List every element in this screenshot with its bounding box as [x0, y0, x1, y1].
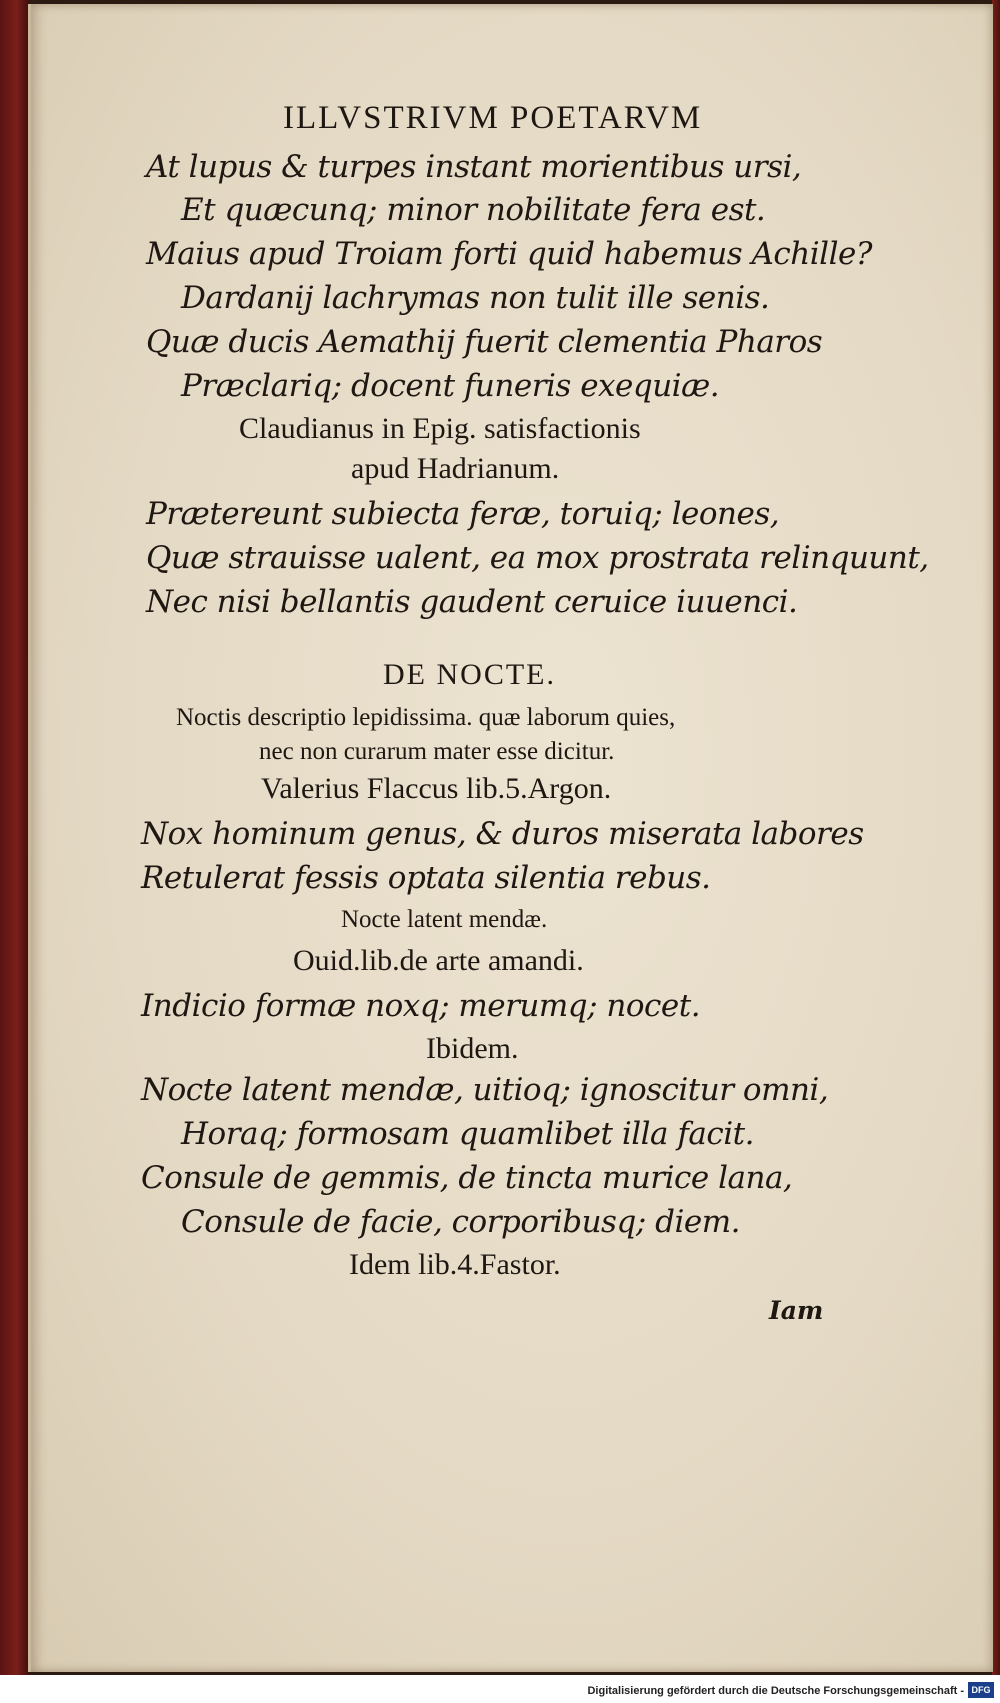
section-description: nec non curarum mater esse dicitur. — [259, 738, 615, 765]
text-line: Nec nisi bellantis gaudent ceruice iuuenci. — [146, 584, 798, 620]
catchword: Iam — [769, 1296, 824, 1325]
book-binding-right — [992, 0, 1000, 1675]
source-citation: Valerius Flaccus lib.5.Argon. — [261, 772, 612, 805]
source-citation: apud Hadrianum. — [351, 452, 560, 485]
footer-bar — [0, 1675, 1000, 1703]
text-line: Horaq; formosam quamlibet illa facit. — [181, 1116, 754, 1152]
subheading: Nocte latent mendæ. — [341, 906, 548, 933]
source-citation: Ibidem. — [426, 1032, 519, 1065]
text-line: Retulerat fessis optata silentia rebus. — [141, 860, 711, 896]
text-line: Quæ ducis Aemathij fuerit clementia Pharos — [146, 324, 823, 360]
text-line: Quæ strauisse ualent, ea mox prostrata relinquunt, — [146, 540, 929, 576]
running-header: ILLVSTRIVM POETARVM — [283, 100, 703, 136]
source-citation: Ouid.lib.de arte amandi. — [293, 944, 584, 977]
text-line: Indicio formæ noxq; merumq; nocet. — [141, 988, 701, 1024]
section-heading: DE NOCTE. — [383, 658, 556, 691]
text-line: Consule de gemmis, de tincta murice lana, — [141, 1160, 793, 1196]
text-line: Nocte latent mendæ, uitioq; ignoscitur omni, — [141, 1072, 829, 1108]
text-line: Maius apud Troiam forti quid habemus Achille? — [146, 236, 872, 272]
dfg-logo: DFG — [968, 1682, 994, 1698]
text-line: Consule de facie, corporibusq; diem. — [181, 1204, 740, 1240]
book-binding-left — [0, 0, 30, 1675]
text-line: Et quæcunq; minor nobilitate fera est. — [181, 192, 766, 228]
text-line: Præclariq; docent funeris exequiæ. — [181, 368, 720, 404]
text-line: Prætereunt subiecta feræ, toruiq; leones, — [146, 496, 780, 532]
section-description: Noctis descriptio lepidissima. quæ laborum quies, — [176, 704, 676, 731]
source-citation: Idem lib.4.Fastor. — [349, 1248, 561, 1281]
text-line: At lupus & turpes instant morientibus ursi, — [146, 149, 802, 185]
source-citation: Claudianus in Epig. satisfactionis — [239, 412, 641, 445]
digitization-credit: Digitalisierung gefördert durch die Deutsche Forschungsgemeinschaft - — [587, 1685, 964, 1697]
text-line: Dardanij lachrymas non tulit ille senis. — [181, 280, 770, 316]
book-page — [28, 4, 993, 1672]
text-line: Nox hominum genus, & duros miserata labores — [141, 816, 864, 852]
